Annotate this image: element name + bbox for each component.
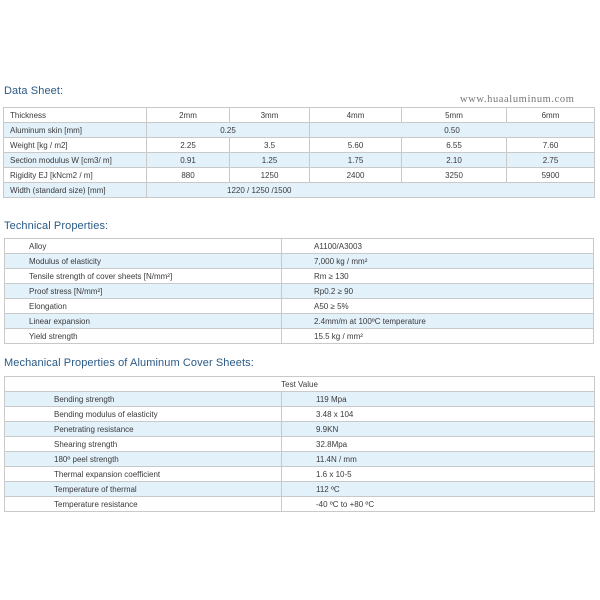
table-header-row [5,377,595,392]
cell-value: 112 ºC [282,482,595,497]
table-row [5,422,595,437]
row-label: Width (standard size) [mm] [4,183,147,198]
table-row [5,269,594,284]
cell-value: A50 ≥ 5% [282,299,594,314]
row-label: Modulus of elasticity [5,254,282,269]
cell-value: 1220 / 1250 /1500 [147,183,595,198]
cell-value: 0.25 [147,123,310,138]
watermark: www.huaaluminum.com [460,94,575,105]
cell-value: 0.50 [310,123,595,138]
table-row [5,392,595,407]
row-label: Thermal expansion coefficient [5,467,282,482]
table-row [5,437,595,452]
cell-value: 15.5 kg / mm² [282,329,594,344]
cell-value: 2.75 [507,153,595,168]
table-row [5,497,595,512]
row-label: Linear expansion [5,314,282,329]
table-row [5,299,594,314]
row-label: 180º peel strength [5,452,282,467]
row-label: Section modulus W [cm3/ m] [4,153,147,168]
cell-value: 2.25 [147,138,230,153]
data-sheet-table [3,107,595,198]
cell-value: -40 ºC to +80 ºC [282,497,595,512]
column-header: Test Value [5,377,595,392]
table-row [5,452,595,467]
table-row [4,123,595,138]
table-row [5,239,594,254]
column-header: 6mm [507,108,595,123]
cell-value: 11.4N / mm [282,452,595,467]
table-row [4,153,595,168]
table-row [4,168,595,183]
cell-value: A1100/A3003 [282,239,594,254]
table-row [5,254,594,269]
cell-value: 3.48 x 104 [282,407,595,422]
row-label: Penetrating resistance [5,422,282,437]
cell-value: 1.25 [230,153,310,168]
cell-value: 6.55 [402,138,507,153]
row-label: Temperature resistance [5,497,282,512]
column-header: 4mm [310,108,402,123]
table-row [4,108,595,123]
column-header: 2mm [147,108,230,123]
table-row [5,407,595,422]
row-label: Aluminum skin [mm] [4,123,147,138]
cell-value: 7.60 [507,138,595,153]
cell-value: 32.8Mpa [282,437,595,452]
cell-value: 2400 [310,168,402,183]
row-label: Bending strength [5,392,282,407]
row-label: Bending modulus of elasticity [5,407,282,422]
table-row [5,482,595,497]
data-sheet-title: Data Sheet: [4,85,64,97]
cell-value: 2.10 [402,153,507,168]
cell-value: 1.6 x 10-5 [282,467,595,482]
cell-value: 7,000 kg / mm² [282,254,594,269]
cell-value: 3.5 [230,138,310,153]
row-label: Alloy [5,239,282,254]
cell-value: 9.9KN [282,422,595,437]
row-label: Rigidity EJ [kNcm2 / m] [4,168,147,183]
row-label: Proof stress [N/mm²] [5,284,282,299]
column-header: 5mm [402,108,507,123]
row-label: Elongation [5,299,282,314]
row-label: Weight [kg / m2] [4,138,147,153]
technical-properties-table [4,238,594,344]
row-label: Yield strength [5,329,282,344]
mechanical-properties-title: Mechanical Properties of Aluminum Cover Sheets: [4,357,254,369]
row-label: Tensile strength of cover sheets [N/mm²] [5,269,282,284]
cell-value: 1250 [230,168,310,183]
cell-value: 0.91 [147,153,230,168]
cell-value: 1.75 [310,153,402,168]
cell-value: 5900 [507,168,595,183]
table-row [4,138,595,153]
mechanical-properties-table [4,376,595,512]
table-row [5,329,594,344]
row-label: Shearing strength [5,437,282,452]
cell-value: 880 [147,168,230,183]
cell-value: Rp0.2 ≥ 90 [282,284,594,299]
column-header: 3mm [230,108,310,123]
cell-value: Rm ≥ 130 [282,269,594,284]
cell-value: 3250 [402,168,507,183]
technical-properties-title: Technical Properties: [4,220,109,232]
row-label: Temperature of thermal [5,482,282,497]
cell-value: 119 Mpa [282,392,595,407]
table-row [4,183,595,198]
cell-value: 2.4mm/m at 100ºC temperature [282,314,594,329]
table-row [5,284,594,299]
row-label: Thickness [4,108,147,123]
table-row [5,314,594,329]
table-row [5,467,595,482]
cell-value: 5.60 [310,138,402,153]
